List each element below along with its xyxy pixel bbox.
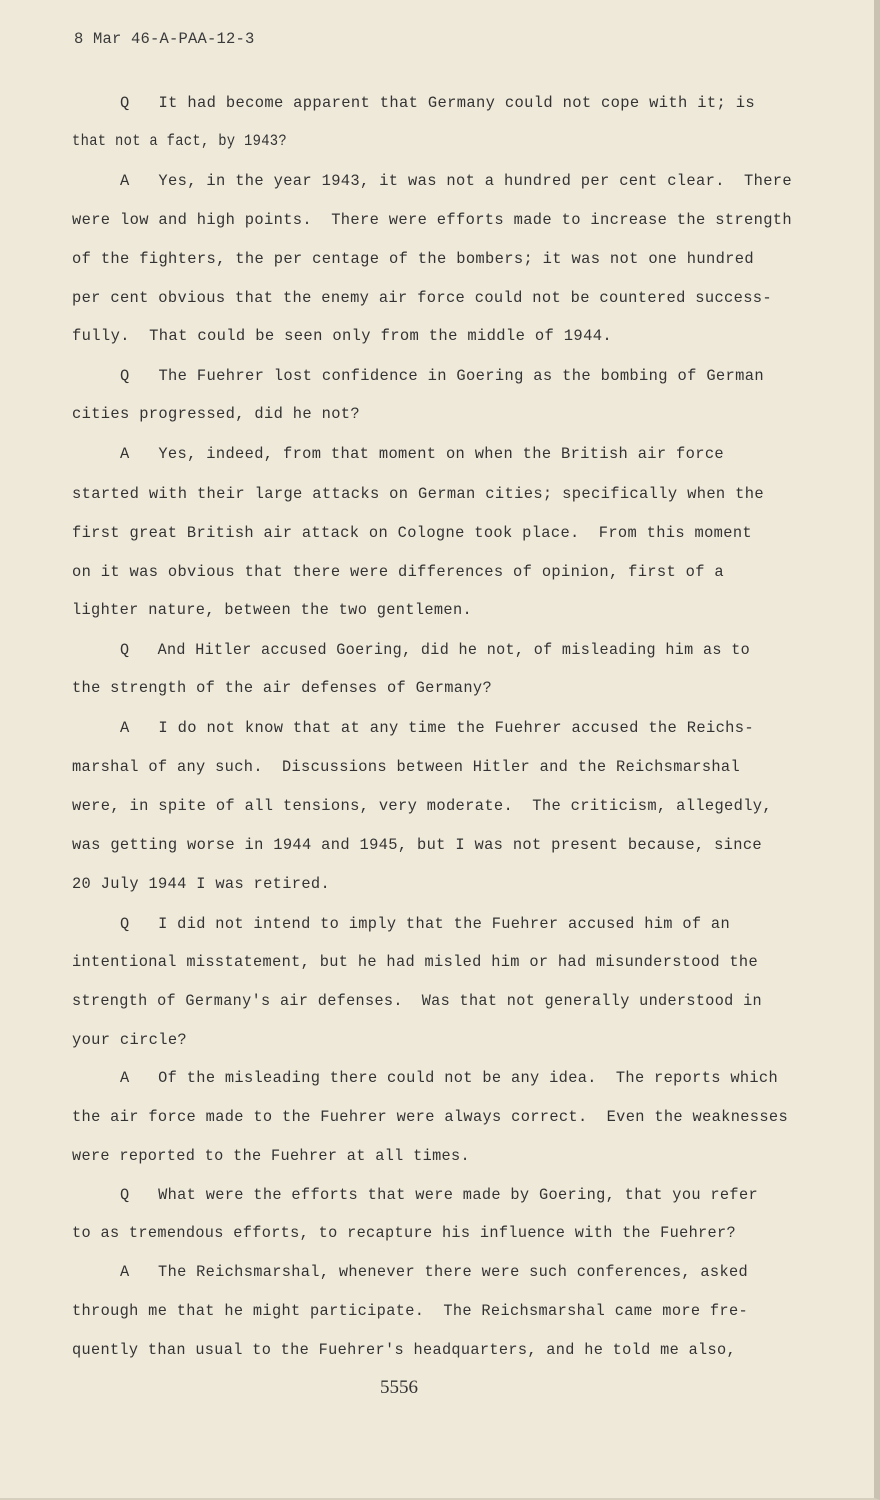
transcript-line: marshal of any such. Discussions between Hitler and the Reichsmarshal (72, 758, 740, 776)
transcript-line: Q It had become apparent that Germany could not cope with it; is (120, 94, 755, 112)
transcript-line: Q The Fuehrer lost confidence in Goering as the bombing of German (120, 367, 764, 385)
transcript-line: Q What were the efforts that were made by Goering, that you refer (120, 1186, 758, 1204)
transcript-line: on it was obvious that there were differences of opinion, first of a (72, 563, 724, 581)
transcript-line: fully. That could be seen only from the middle of 1944. (72, 327, 612, 345)
transcript-line: that not a fact, by 1943? (72, 132, 287, 150)
transcript-line: of the fighters, the per centage of the bombers; it was not one hundred (72, 250, 754, 268)
transcript-line: A Of the misleading there could not be any idea. The reports which (120, 1069, 778, 1087)
transcript-line: lighter nature, between the two gentlemen. (72, 601, 472, 619)
transcript-line: Q I did not intend to imply that the Fuehrer accused him of an (120, 915, 730, 933)
transcript-line: per cent obvious that the enemy air force could not be countered success- (72, 289, 772, 307)
transcript-line: strength of Germany's air defenses. Was that not generally understood in (72, 992, 762, 1010)
transcript-line: the strength of the air defenses of Germany? (72, 679, 492, 697)
transcript-line: through me that he might participate. The Reichsmarshal came more fre- (72, 1302, 748, 1320)
transcript-line: were low and high points. There were efforts made to increase the strength (72, 211, 792, 229)
transcript-line: was getting worse in 1944 and 1945, but I was not present because, since (72, 836, 762, 854)
transcript-line: started with their large attacks on German cities; specifically when the (72, 485, 764, 503)
transcript-line: the air force made to the Fuehrer were always correct. Even the weaknesses (72, 1108, 788, 1126)
transcript-line: intentional misstatement, but he had misled him or had misunderstood the (72, 953, 758, 971)
transcript-line: were, in spite of all tensions, very moderate. The criticism, allegedly, (72, 797, 772, 815)
transcript-line: first great British air attack on Cologne took place. From this moment (72, 524, 752, 542)
transcript-line: A The Reichsmarshal, whenever there were such conferences, asked (120, 1263, 748, 1281)
transcript-line: A Yes, indeed, from that moment on when the British air force (120, 445, 724, 463)
page-number: 5556 (380, 1377, 418, 1398)
transcript-line: A I do not know that at any time the Fuehrer accused the Reichs- (120, 719, 754, 737)
transcript-line: were reported to the Fuehrer at all times. (72, 1147, 470, 1165)
transcript-line: 20 July 1944 I was retired. (72, 875, 330, 893)
transcript-line: A Yes, in the year 1943, it was not a hundred per cent clear. There (120, 172, 792, 190)
transcript-line: to as tremendous efforts, to recapture his influence with the Fuehrer? (72, 1224, 736, 1242)
transcript-line: Q And Hitler accused Goering, did he not, of misleading him as to (120, 641, 750, 659)
transcript-line: cities progressed, did he not? (72, 405, 360, 423)
transcript-line: quently than usual to the Fuehrer's headquarters, and he told me also, (72, 1341, 736, 1359)
transcript-line: your circle? (72, 1031, 187, 1049)
document-reference-header: 8 Mar 46-A-PAA-12-3 (74, 30, 255, 48)
